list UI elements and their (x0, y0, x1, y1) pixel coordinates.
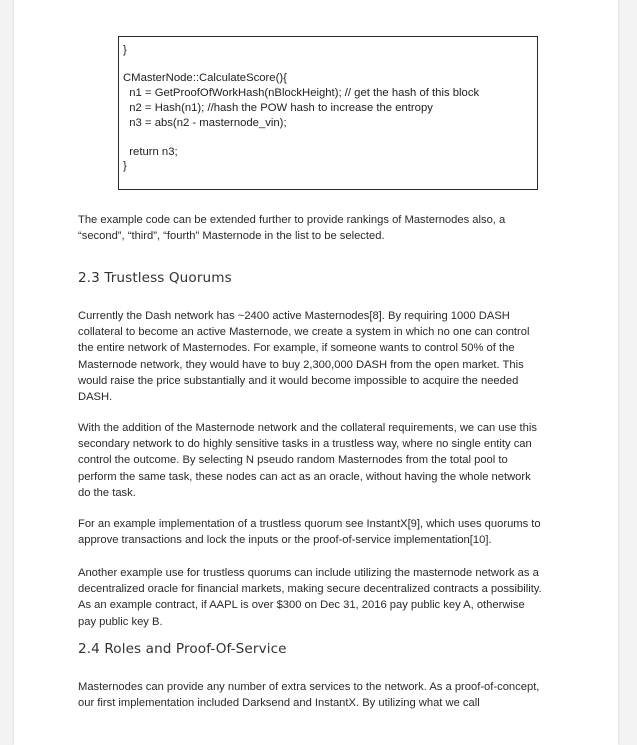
paragraph: Another example use for trustless quorums can include utilizing the masternode network as a decentralized oracle for financial markets, making secure decentralized contracts a possibility. As an example contract, if AAPL is over $300 on Dec 31, 2016 pay public key A, otherwise pay public key B. (78, 567, 542, 628)
code-line: return n3; (123, 146, 178, 158)
paragraph: Currently the Dash network has ~2400 active Masternodes[8]. By requiring 1000 DASH collateral to become an active Masternode, we create a system in which no one can control the entire network of Masternodes. For example, if someone wants to control 50% of the Masternode network, they would have to buy 2,300,000 DASH from the open market. This would raise the price substantially and it would become impossible to acquire the needed DASH. (78, 310, 530, 404)
code-line: n3 = abs(n2 - masternode_vin); (123, 117, 287, 129)
code-line: } (123, 160, 127, 172)
code-line: CMasterNode::CalculateScore(){ (123, 72, 287, 84)
document-page (14, 0, 618, 745)
code-line: } (123, 44, 127, 56)
section-heading-roles-proof-of-service: 2.4 Roles and Proof-Of-Service (78, 641, 287, 657)
section-heading-trustless-quorums: 2.3 Trustless Quorums (78, 270, 232, 286)
paragraph: Masternodes can provide any number of extra services to the network. As a proof-of-concept, our first implementation included Darksend and InstantX. By utilizing what we call (78, 681, 540, 710)
paragraph: With the addition of the Masternode network and the collateral requirements, we can use this secondary network to do highly sensitive tasks in a trustless way, where no single entity can control the outcome. By selecting N pseudo random Masternodes from the total pool to perform the same task, these nodes can act as an oracle, without having the whole network do the task. (78, 422, 537, 499)
intro-paragraph: The example code can be extended further to provide rankings of Masternodes also, a “second”, “third”, “fourth” Masternode in the list to be selected. (78, 214, 506, 243)
code-block (118, 36, 538, 190)
code-line: n1 = GetProofOfWorkHash(nBlockHeight); // get the hash of this block (123, 87, 480, 99)
code-line: n2 = Hash(n1); //hash the POW hash to increase the entropy (123, 102, 433, 114)
paragraph: For an example implementation of a trustless quorum see InstantX[9], which uses quorums to approve transactions and lock the inputs or the proof-of-service implementation[10]. (78, 518, 541, 547)
